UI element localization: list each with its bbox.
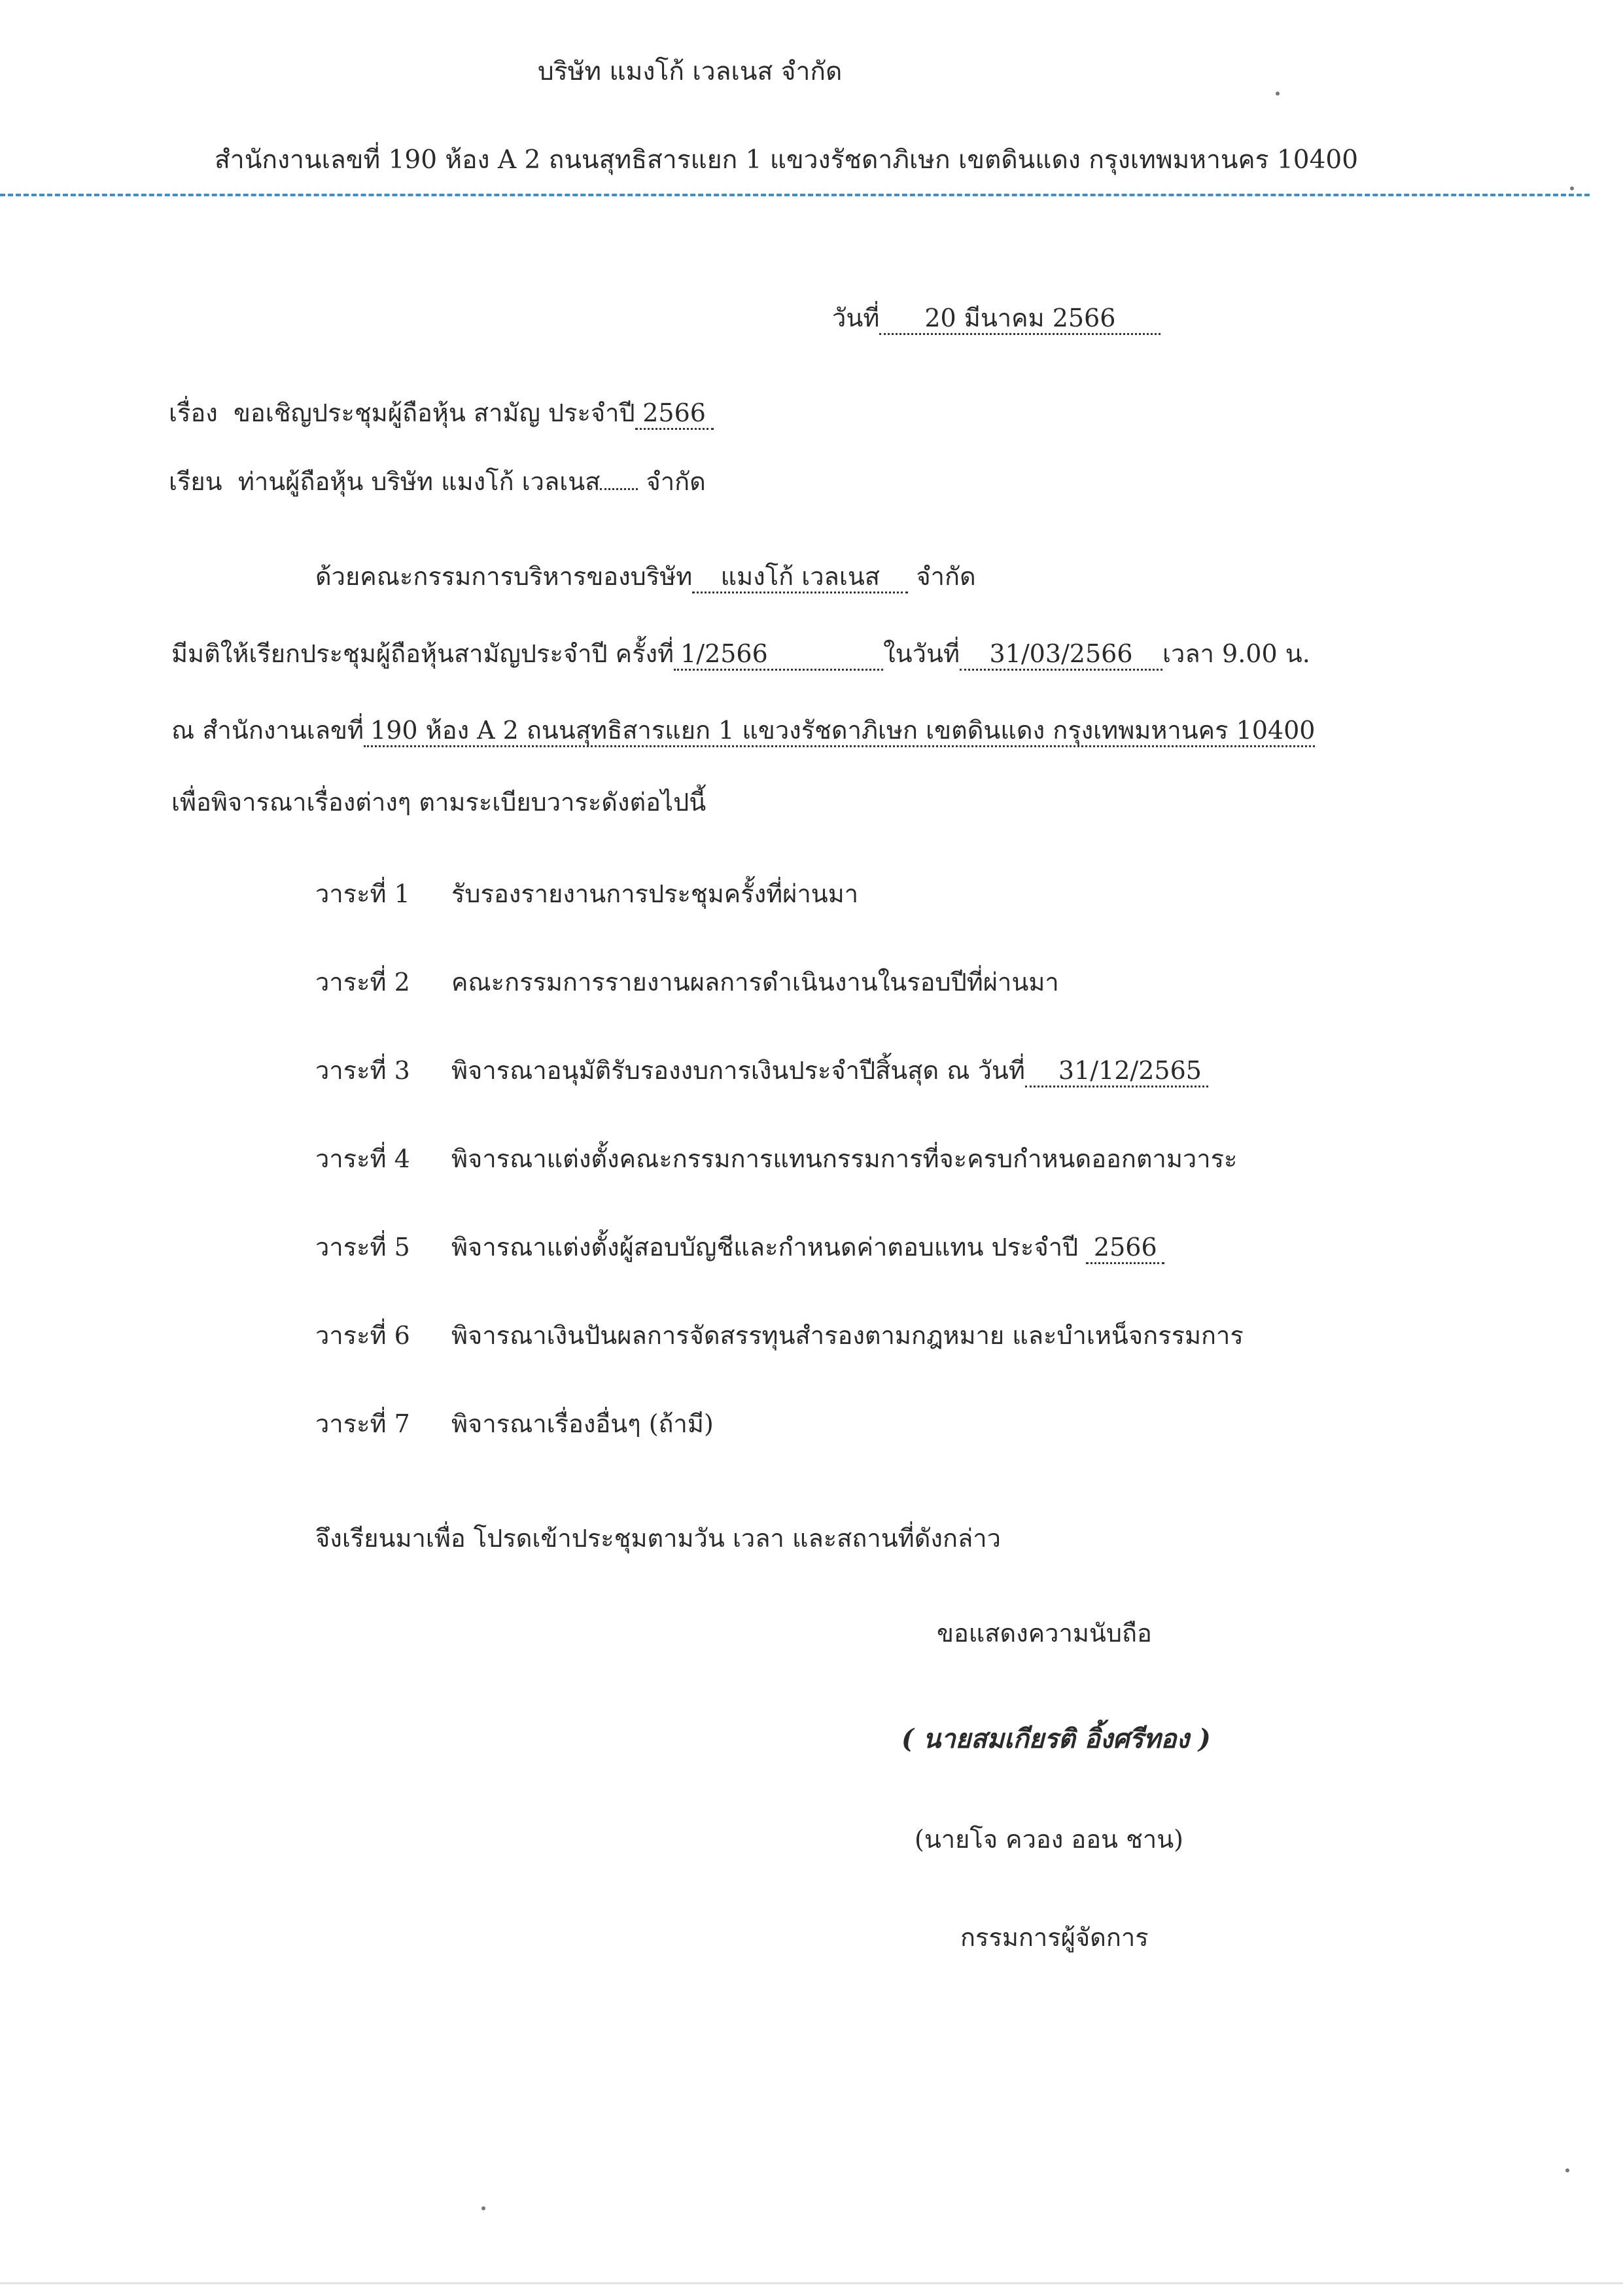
agenda-number: วาระที่ 3: [315, 1056, 410, 1085]
agenda-text: พิจารณาเงินปันผลการจัดสรรทุนสำรองตามกฎหมาย และบำเหน็จกรรมการ: [451, 1321, 1244, 1350]
signer-name: (นายโจ ควอง ออน ชาน): [915, 1825, 1184, 1854]
date-label: วันที่: [832, 304, 880, 332]
intro-line-1: [315, 556, 976, 596]
date-line: [832, 298, 1161, 338]
meeting-date-label: ในวันที่: [883, 639, 960, 668]
date-value: 20 มีนาคม 2566: [879, 306, 1161, 335]
meeting-no: 1/2566: [674, 641, 883, 671]
agenda-text-with-fill: [451, 1227, 1164, 1267]
scan-speck: [1276, 92, 1280, 96]
agenda-text: รับรองรายงานการประชุมครั้งที่ผ่านมา: [451, 879, 859, 908]
subject-label: เรื่อง: [169, 398, 218, 427]
closing-text: จึงเรียนมาเพื่อ โปรดเข้าประชุมตามวัน เวลา และสถานที่ดังกล่าว: [315, 1524, 1001, 1553]
scan-speck: [1565, 2168, 1569, 2172]
recipient-suffix: จำกัด: [646, 467, 706, 496]
scan-speck: [1570, 186, 1574, 190]
venue-label: ณ สำนักงานเลขที่: [171, 716, 364, 745]
company-name: บริษัท แมงโก้ เวลเนส จำกัด: [538, 57, 843, 86]
subject-line: [169, 393, 714, 433]
subject-text: ขอเชิญประชุมผู้ถือหุ้น สามัญ ประจำปี: [233, 398, 635, 427]
intro-prefix: ด้วยคณะกรรมการบริหารของบริษัท: [315, 562, 693, 591]
recipient-blank: [600, 487, 638, 490]
signature: ( นายสมเกียรติ อิ้งศรีทอง ): [901, 1723, 1211, 1754]
intro-line-2: [171, 633, 1310, 673]
agenda-text: คณะกรรมการรายงานผลการดำเนินงานในรอบปีที่ผ่านมา: [451, 968, 1059, 997]
agenda-text-with-fill: [451, 1050, 1208, 1090]
meeting-no-label: มีมติให้เรียกประชุมผู้ถือหุ้นสามัญประจำปี ครั้งที่: [171, 639, 674, 668]
intro-line-3: [171, 710, 1315, 750]
signer-position: กรรมการผู้จัดการ: [960, 1923, 1149, 1952]
agenda-text: พิจารณาอนุมัติรับรองงบการเงินประจำปีสิ้นสุด ณ วันที่: [451, 1056, 1025, 1085]
recipient-text: ท่านผู้ถือหุ้น บริษัท แมงโก้ เวลเนส: [237, 467, 601, 496]
scan-speck: [481, 2206, 485, 2210]
intro-suffix: จำกัด: [916, 562, 976, 591]
agenda-text: พิจารณาแต่งตั้งคณะกรรมการแทนกรรมการที่จะครบกำหนดออกตามวาระ: [451, 1144, 1238, 1173]
agenda-number: วาระที่ 5: [315, 1233, 410, 1262]
company-address: สำนักงานเลขที่ 190 ห้อง A 2 ถนนสุทธิสารแยก 1 แขวงรัชดาภิเษก เขตดินแดง กรุงเทพมหานคร 10400: [215, 145, 1359, 175]
recipient-label: เรียน: [169, 467, 222, 496]
subject-year: 2566: [635, 400, 714, 430]
agenda-number: วาระที่ 7: [315, 1409, 410, 1438]
agenda-number: วาระที่ 1: [315, 879, 410, 908]
venue: 190 ห้อง A 2 ถนนสุทธิสารแยก 1 แขวงรัชดาภิเษก เขตดินแดง กรุงเทพมหานคร 10400: [364, 718, 1315, 747]
scan-edge: [0, 2282, 1623, 2284]
agenda-intro: เพื่อพิจารณาเรื่องต่างๆ ตามระเบียบวาระดังต่อไปนี้: [171, 788, 707, 817]
intro-company: แมงโก้ เวลเนส: [692, 564, 908, 593]
agenda-fill: 31/12/2565: [1025, 1058, 1208, 1087]
agenda-number: วาระที่ 4: [315, 1144, 410, 1173]
agenda-text: พิจารณาเรื่องอื่นๆ (ถ้ามี): [451, 1409, 714, 1438]
regards: ขอแสดงความนับถือ: [937, 1619, 1152, 1648]
header-divider: [0, 194, 1590, 196]
recipient-line: [169, 461, 706, 501]
meeting-date: 31/03/2566: [960, 641, 1162, 671]
agenda-number: วาระที่ 2: [315, 968, 410, 997]
agenda-number: วาระที่ 6: [315, 1321, 410, 1350]
agenda-fill: 2566: [1086, 1235, 1164, 1264]
meeting-time: เวลา 9.00 น.: [1162, 639, 1310, 668]
agenda-text: พิจารณาแต่งตั้งผู้สอบบัญชีและกำหนดค่าตอบแทน ประจำปี: [451, 1233, 1079, 1262]
